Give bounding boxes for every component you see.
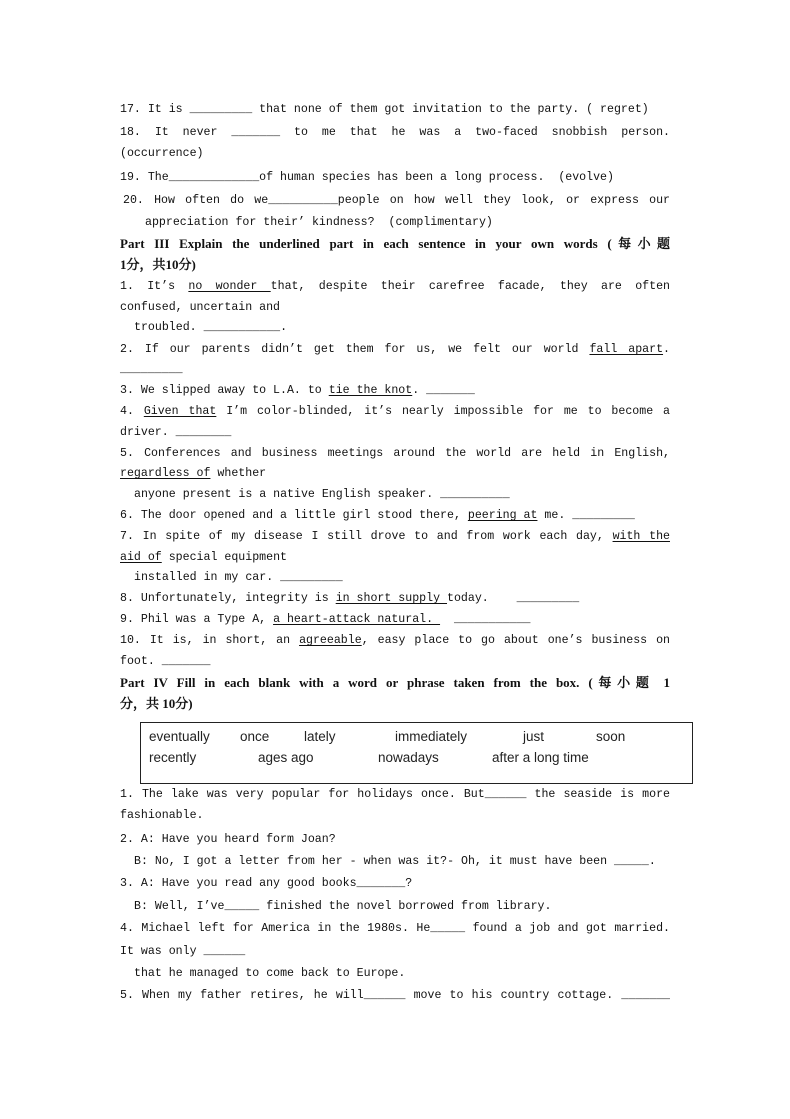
part3-line	[134, 570, 670, 586]
text-segment: whether	[210, 467, 267, 480]
underlined-phrase: Given that	[143, 405, 217, 418]
text-segment: 6. The door opened and a little girl stood there,	[120, 509, 468, 522]
part2-item-19	[120, 170, 670, 186]
part2-item-18	[120, 125, 670, 141]
underlined-phrase: in short supply	[335, 592, 448, 605]
part3-line	[120, 404, 670, 420]
text-segment: 1. The lake was very popular for holidays once. But______ the seaside is more	[120, 788, 670, 801]
text-segment: 8. Unfortunately, integrity is	[120, 592, 336, 605]
part3-line	[120, 300, 670, 316]
part3-line	[120, 508, 670, 524]
underlined-phrase: aid of	[120, 551, 162, 564]
part2-item-20-cont	[145, 215, 695, 231]
box-word: once	[240, 729, 270, 744]
text-segment: It was only ______	[120, 945, 246, 958]
underlined-phrase: no wonder	[188, 280, 271, 293]
part4-line	[120, 808, 670, 824]
part4-line	[134, 899, 670, 915]
text-segment: special equipment	[161, 551, 287, 564]
part3-line	[120, 425, 670, 441]
text-segment: 5. When my father retires, he will______ move to his country cottage. _______	[120, 989, 670, 1002]
text-segment: I’m color-blinded, it’s nearly impossible for me to become a	[216, 405, 671, 418]
part3-line	[120, 529, 670, 545]
text-segment: 18. It never _______ to me that he was a two-faced snobbish person.	[120, 126, 670, 139]
text-segment: installed in my car. _________	[134, 571, 343, 584]
part4-heading-cont: 分，共 10分)	[120, 696, 193, 711]
part4-heading: Part IV Fill in each blank with a word or phrase taken from the box. (每小题 1	[120, 675, 670, 690]
text-segment: 9. Phil was a Type A,	[120, 613, 274, 626]
part4-line	[120, 921, 670, 937]
underlined-phrase: tie the knot	[328, 384, 413, 397]
part3-line	[120, 612, 670, 628]
text-segment: appreciation for their’ kindness? (complimentary)	[145, 216, 493, 229]
box-word: after a long time	[492, 750, 589, 765]
part3-line	[120, 466, 670, 482]
text-segment: 10. It is, in short, an	[120, 634, 300, 647]
underlined-phrase: a heart-attack natural.	[273, 613, 441, 626]
text-segment: 7. In spite of my disease I still drove to and from work each day,	[120, 530, 613, 543]
text-segment: ___________	[440, 613, 531, 626]
part2-item-20	[123, 193, 670, 209]
text-segment: foot. _______	[120, 655, 211, 668]
text-segment: , easy place to go about one’s business on	[361, 634, 670, 647]
part3-line	[120, 342, 670, 358]
underlined-phrase: peering at	[467, 509, 538, 522]
underlined-phrase: with the	[612, 530, 670, 543]
text-segment: anyone present is a native English speaker. __________	[134, 488, 510, 501]
part2-item-18-cont	[120, 146, 670, 162]
box-word: lately	[304, 729, 336, 744]
box-word: nowadays	[378, 750, 439, 765]
part4-line	[120, 787, 670, 803]
text-segment: today. _________	[447, 592, 580, 605]
part3-heading-cont: 1分，共10分)	[120, 257, 196, 272]
text-segment: 17. It is _________ that none of them got invitation to the party. ( regret)	[120, 103, 649, 116]
box-word: immediately	[395, 729, 468, 744]
text-segment: 4. Michael left for America in the 1980s. He_____ found a job and got married.	[120, 922, 670, 935]
text-segment: driver. ________	[120, 426, 232, 439]
part4-line	[120, 988, 670, 1004]
part3-line	[120, 362, 670, 378]
text-segment: 5. Conferences and business meetings around the world are held in English,	[120, 447, 670, 460]
part3-line	[134, 487, 670, 503]
part4-line	[134, 854, 670, 870]
part3-line	[120, 633, 670, 649]
text-segment: 4.	[120, 405, 144, 418]
part3-line	[120, 279, 670, 295]
text-segment: 3. We slipped away to L.A. to	[120, 384, 329, 397]
part3-line	[134, 320, 670, 336]
box-word: just	[523, 729, 545, 744]
text-segment: 1. It’s	[120, 280, 189, 293]
underlined-phrase: agreeable	[299, 634, 362, 647]
part3-line	[120, 446, 670, 462]
box-word: recently	[149, 750, 197, 765]
text-segment: B: No, I got a letter from her - when was it?- Oh, it must have been _____.	[134, 855, 656, 868]
part4-line	[120, 876, 670, 892]
text-segment: fashionable.	[120, 809, 204, 822]
box-word: ages ago	[258, 750, 314, 765]
part4-line	[134, 966, 670, 982]
part3-heading: Part III Explain the underlined part in each sentence in your own words (每小题	[120, 236, 670, 251]
text-segment: (occurrence)	[120, 147, 204, 160]
text-segment: . _______	[412, 384, 475, 397]
part4-line	[120, 944, 670, 960]
text-segment: _________	[120, 363, 183, 376]
text-segment: 19. The_____________of human species has been a long process. (evolve)	[120, 171, 614, 184]
underlined-phrase: fall apart	[589, 343, 664, 356]
part3-line	[120, 383, 670, 399]
text-segment: confused, uncertain and	[120, 301, 281, 314]
text-segment: B: Well, I’ve_____ finished the novel borrowed from library.	[134, 900, 552, 913]
text-segment: that he managed to come back to Europe.	[134, 967, 406, 980]
part3-line	[120, 550, 670, 566]
text-segment: 20. How often do we__________people on how well they look, or express our	[123, 194, 670, 207]
part3-line	[120, 654, 670, 670]
text-segment: 2. If our parents didn’t get them for us, we felt our world	[120, 343, 590, 356]
part4-line	[120, 832, 670, 848]
box-word: soon	[596, 729, 626, 744]
text-segment: me. _________	[537, 509, 635, 522]
text-segment: .	[663, 343, 670, 356]
underlined-phrase: regardless of	[120, 467, 211, 480]
text-segment: that, despite their carefree facade, they are often	[270, 280, 670, 293]
box-word: eventually	[149, 729, 210, 744]
text-segment: troubled. ___________.	[134, 321, 288, 334]
text-segment: 3. A: Have you read any good books_______?	[120, 877, 413, 890]
part3-line	[120, 591, 670, 607]
text-segment: 2. A: Have you heard form Joan?	[120, 833, 336, 846]
part2-item-17	[120, 102, 670, 118]
